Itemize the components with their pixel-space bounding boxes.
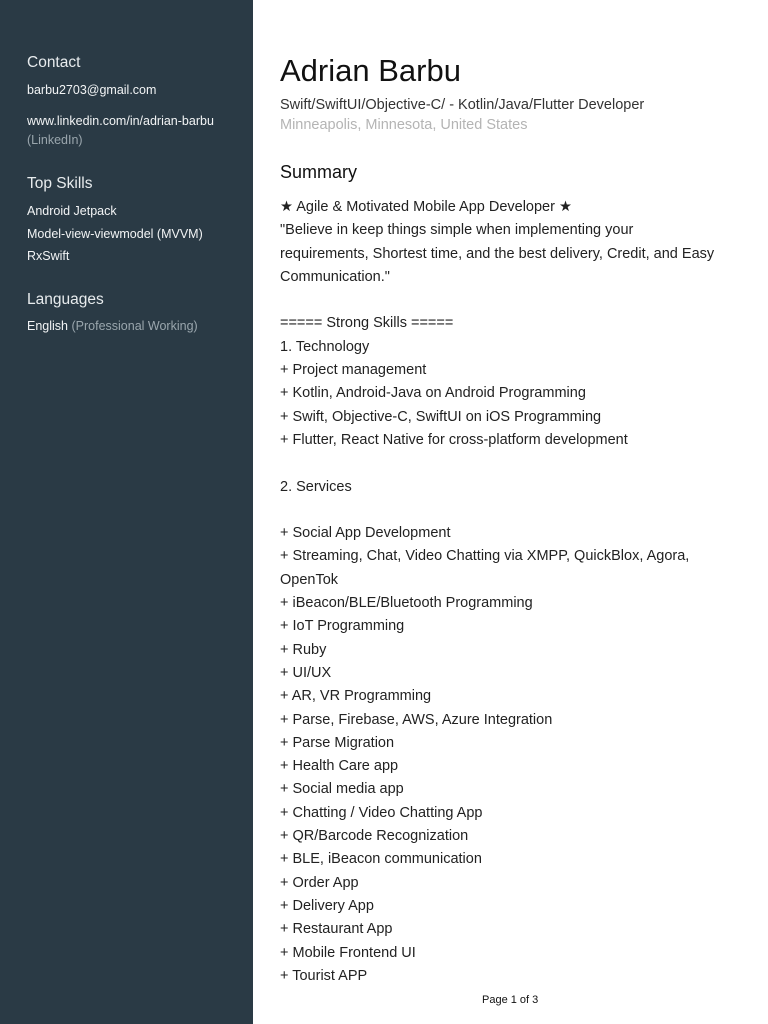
summary-line: + Health Care app <box>280 758 399 775</box>
sidebar <box>0 0 253 1024</box>
summary-blank-line <box>280 499 750 522</box>
summary-line: + BLE, iBeacon communication <box>280 851 482 868</box>
summary-line: ===== Strong Skills ===== <box>280 315 454 332</box>
summary-line: + Order App <box>280 874 359 891</box>
summary-line: Communication." <box>280 268 390 285</box>
summary-line: + QR/Barcode Recognization <box>280 828 469 845</box>
summary-line: + Parse Migration <box>280 734 395 751</box>
summary-line: + Mobile Frontend UI <box>280 944 416 961</box>
email-link[interactable]: barbu2703@gmail.com <box>27 83 157 97</box>
profile-headline: Swift/SwiftUI/Objective-C/ - Kotlin/Java/Flutter Developer <box>280 97 645 113</box>
profile-location: Minneapolis, Minnesota, United States <box>280 117 528 133</box>
summary-line: + Chatting / Video Chatting App <box>280 804 483 821</box>
main-content <box>280 0 750 1024</box>
contact-heading: Contact <box>27 54 81 71</box>
summary-line: + Swift, Objective-C, SwiftUI on iOS Programming <box>280 408 602 425</box>
linkedin-link[interactable]: www.linkedin.com/in/adrian-barbu <box>27 114 214 128</box>
summary-line: requirements, Shortest time, and the best delivery, Credit, and Easy <box>280 245 715 262</box>
summary-line: + Ruby <box>280 641 327 658</box>
language-proficiency: (Professional Working) <box>71 319 198 333</box>
summary-line: "Believe in keep things simple when implementing your <box>280 222 634 239</box>
summary-blank-line <box>280 289 750 312</box>
language-entry <box>27 317 198 336</box>
summary-line: + Parse, Firebase, AWS, Azure Integration <box>280 711 553 728</box>
language-name: English <box>27 319 68 333</box>
top-skills-heading: Top Skills <box>27 175 93 192</box>
summary-line: 2. Services <box>280 478 352 495</box>
summary-line: + iBeacon/BLE/Bluetooth Programming <box>280 595 533 612</box>
page-indicator: Page 1 of 3 <box>482 994 539 1006</box>
languages-heading: Languages <box>27 291 104 308</box>
summary-line: + AR, VR Programming <box>280 688 432 705</box>
summary-line: + Restaurant App <box>280 921 393 938</box>
summary-line: + Delivery App <box>280 897 374 914</box>
summary-line: ★ Agile & Motivated Mobile App Developer ★ <box>280 199 572 215</box>
summary-text <box>280 196 750 988</box>
profile-name: Adrian Barbu <box>280 53 461 88</box>
summary-line: + Project management <box>280 362 427 379</box>
skill-item: RxSwift <box>27 249 70 263</box>
summary-line: OpenTok <box>280 571 339 588</box>
summary-line: + IoT Programming <box>280 618 405 635</box>
summary-line: + Streaming, Chat, Video Chatting via XMPP, QuickBlox, Agora, <box>280 548 690 565</box>
skill-item: Model-view-viewmodel (MVVM) <box>27 227 203 241</box>
linkedin-label: (LinkedIn) <box>27 133 83 147</box>
summary-line: + Social App Development <box>280 525 451 542</box>
summary-line: + Kotlin, Android-Java on Android Programming <box>280 385 586 402</box>
summary-line: 1. Technology <box>280 338 370 355</box>
summary-line: + UI/UX <box>280 664 332 681</box>
summary-line: + Social media app <box>280 781 404 798</box>
summary-line: + Tourist APP <box>280 967 368 984</box>
summary-heading: Summary <box>280 162 358 182</box>
summary-line: + Flutter, React Native for cross-platform development <box>280 431 628 448</box>
summary-blank-line <box>280 452 750 475</box>
skill-item: Android Jetpack <box>27 204 117 218</box>
